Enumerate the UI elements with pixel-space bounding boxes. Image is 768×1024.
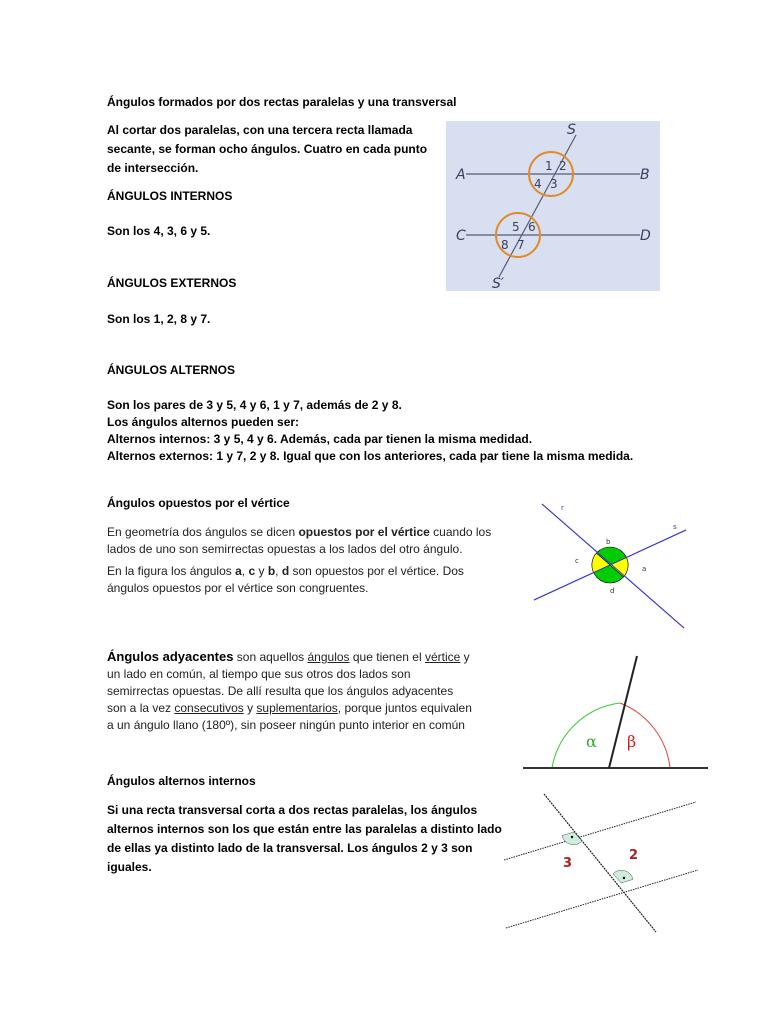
- p2-letter-b: b: [267, 564, 276, 578]
- parallel-bottom: [506, 870, 698, 928]
- link-vertice[interactable]: vértice: [424, 650, 461, 664]
- label-c: C: [456, 228, 466, 244]
- angle-2-mark: [613, 870, 633, 883]
- externos-text: Son los 1, 2, 8 y 7.: [107, 312, 211, 326]
- angle-2: 2: [559, 159, 567, 173]
- label-c-small: c: [575, 557, 579, 565]
- p2-comma-2: ,: [275, 564, 282, 578]
- angle-7: 7: [517, 238, 525, 252]
- link-suplementarios[interactable]: suplementarios: [256, 701, 338, 715]
- alternos-heading: ÁNGULOS ALTERNOS: [107, 363, 235, 377]
- p2-letter-a: a: [235, 564, 242, 578]
- p1-part-b: cuando los: [429, 525, 492, 539]
- alternate-interior-line-1: Si una recta transversal corta a dos rectas paralelas, los ángulos: [107, 803, 478, 817]
- angle-6: 6: [528, 220, 536, 234]
- vertical-angles-figure: [530, 500, 690, 630]
- common-side: [609, 656, 637, 768]
- internos-text: Son los 4, 3, 6 y 5.: [107, 224, 211, 238]
- adjacent-angles-line-3: semirrectas opuestas. De allí resulta que los ángulos adyacentes: [107, 684, 454, 698]
- figure-background: [446, 121, 660, 291]
- angle-5: 5: [512, 220, 520, 234]
- l1-part-b: que tienen el: [349, 650, 425, 664]
- alternate-interior-line-2: alternos internos son los que están entre las paralelas a distinto lado: [107, 822, 502, 836]
- angle-1: 1: [545, 159, 553, 173]
- p1-bold: opuestos por el vértice: [298, 525, 430, 539]
- label-d: D: [640, 228, 651, 244]
- label-a-small: a: [642, 565, 647, 573]
- l4-part-b: y: [243, 701, 257, 715]
- label-3: 3: [563, 856, 573, 871]
- transversal: [544, 794, 656, 932]
- intro-line-3: de intersección.: [107, 161, 199, 175]
- label-alpha: α: [586, 732, 597, 751]
- line-r-over: [542, 504, 684, 628]
- p2-end: son opuestos por el vértice. Dos: [289, 564, 464, 578]
- alternos-line-3: Alternos internos: 3 y 5, 4 y 6. Además, cada par tienen la misma medidad.: [107, 432, 533, 446]
- section-title-parallel-lines: Ángulos formados por dos rectas paralelas y una transversal: [107, 95, 457, 109]
- angle-3-dot: [571, 836, 573, 838]
- link-angulos[interactable]: ángulos: [307, 650, 350, 664]
- l1-part-a: son aquellos: [233, 650, 308, 664]
- intro-line-1: Al cortar dos paralelas, con una tercera recta llamada: [107, 123, 413, 137]
- vertical-angles-paragraph-1-line-2: lados de uno son semirrectas opuestas a los lados del otro ángulo.: [107, 542, 463, 556]
- l4-part-a: son a la vez: [107, 701, 175, 715]
- parallel-top: [504, 802, 696, 860]
- alternate-interior-line-3: de ellas ya distinto lado de la transversal. Los ángulos 2 y 3 son: [107, 841, 473, 855]
- angle-2-dot: [623, 877, 625, 879]
- l4-part-c: , porque juntos equivalen: [337, 701, 472, 715]
- adjacent-angles-line-1: [107, 648, 470, 667]
- adjacent-angles-title: Ángulos adyacentes: [107, 649, 234, 664]
- p1-part-a: En geometría dos ángulos se dicen: [107, 525, 299, 539]
- label-s-prime: S′: [492, 276, 505, 292]
- label-a: A: [456, 167, 466, 183]
- adjacent-angles-line-5: a un ángulo llano (180º), sin poseer ningún punto interior en común: [107, 718, 465, 732]
- p2-letter-d: d: [281, 564, 290, 578]
- alternate-interior-line-4: iguales.: [107, 860, 152, 874]
- alternos-line-1: Son los pares de 3 y 5, 4 y 6, 1 y 7, además de 2 y 8.: [107, 398, 402, 412]
- section-title-vertical-angles: Ángulos opuestos por el vértice: [107, 496, 290, 510]
- label-d-small: d: [610, 587, 615, 595]
- intro-line-2: secante, se forman ocho ángulos. Cuatro en cada punto: [107, 142, 428, 156]
- adjacent-angles-figure: [520, 650, 712, 775]
- l1-part-c: y: [460, 650, 470, 664]
- label-beta: β: [627, 732, 637, 751]
- adjacent-angles-line-2: un lado en común, al tiempo que sus otros dos lados son: [107, 667, 411, 681]
- internos-heading: ÁNGULOS INTERNOS: [107, 189, 233, 203]
- label-s: S: [567, 122, 576, 138]
- label-2: 2: [629, 848, 639, 863]
- vertical-angles-paragraph-2-line-2: ángulos opuestos por el vértice son congruentes.: [107, 581, 369, 595]
- alternos-line-2: Los ángulos alternos pueden ser:: [107, 415, 300, 429]
- p2-letter-c: c: [248, 564, 256, 578]
- angle-3: 3: [550, 177, 558, 191]
- parallel-lines-figure: [446, 121, 660, 291]
- label-r: r: [561, 504, 564, 512]
- label-b-small: b: [606, 538, 611, 546]
- vertical-angles-paragraph-1: [107, 524, 491, 542]
- vertical-angles-paragraph-2: [107, 563, 464, 581]
- alternos-line-4: Alternos externos: 1 y 7, 2 y 8. Igual que con los anteriores, cada par tiene la misma medida.: [107, 449, 634, 463]
- externos-heading: ÁNGULOS EXTERNOS: [107, 276, 237, 290]
- angle-3-mark: [562, 832, 582, 845]
- p2-comma: ,: [241, 564, 249, 578]
- alternate-interior-figure: [500, 790, 700, 935]
- label-b: B: [640, 167, 650, 183]
- p2-y: y: [255, 564, 268, 578]
- link-consecutivos[interactable]: consecutivos: [174, 701, 244, 715]
- angle-8: 8: [501, 238, 509, 252]
- adjacent-angles-line-4: [107, 700, 472, 718]
- p2-part-a: En la figura los ángulos: [107, 564, 236, 578]
- label-s-small: s: [673, 523, 677, 531]
- section-title-alternate-interior: Ángulos alternos internos: [107, 774, 256, 788]
- angle-4: 4: [534, 177, 542, 191]
